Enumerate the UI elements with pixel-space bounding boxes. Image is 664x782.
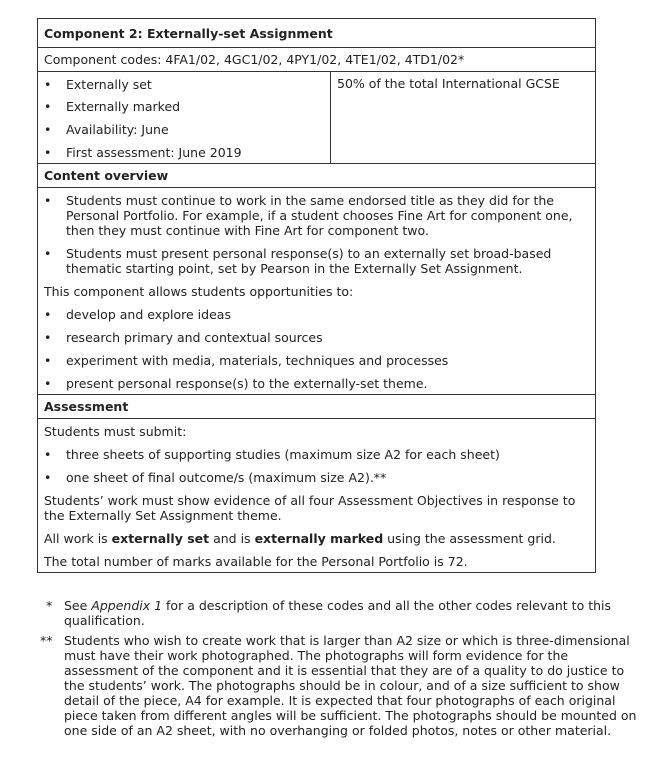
bullet-icon: • xyxy=(44,330,52,345)
list-item: • Students must continue to work in the same endorsed title as they did for the Personal Portfolio. For example, if a student chooses Fine Art for component one, then they must continue with Fine Art for component two. xyxy=(44,193,573,238)
bullet-icon: • xyxy=(44,145,52,160)
bullet-icon: • xyxy=(44,376,52,391)
total-marks-text: The total number of marks available for the Personal Portfolio is 72. xyxy=(44,554,468,569)
list-item: • Externally set xyxy=(44,77,152,92)
appendix-link[interactable]: Appendix 1 xyxy=(91,598,163,613)
list-item: • one sheet of final outcome/s (maximum size A2).** xyxy=(44,470,387,485)
list-item: • First assessment: June 2019 xyxy=(44,145,242,160)
list-item: • Students must present personal response(s) to an externally set broad-based thematic starting point, set by Pearson in the Externally Set Assignment. xyxy=(44,246,552,276)
bullet-icon: • xyxy=(44,122,52,137)
list-item: • research primary and contextual sources xyxy=(44,330,323,345)
features-row xyxy=(38,72,595,164)
bullet-icon: • xyxy=(44,193,52,208)
content-overview-body xyxy=(38,188,595,395)
features-list xyxy=(38,72,331,163)
assessment-body xyxy=(38,419,595,572)
weighting: 50% of the total International GCSE xyxy=(337,76,560,91)
submit-intro: Students must submit: xyxy=(44,424,187,439)
assessment-heading: Assessment xyxy=(38,395,595,419)
bullet-icon: • xyxy=(44,77,52,92)
footnote-marker: * xyxy=(46,598,53,613)
bullet-icon: • xyxy=(44,470,52,485)
bullet-icon: • xyxy=(44,99,52,114)
list-item: • develop and explore ideas xyxy=(44,307,231,322)
bullet-icon: • xyxy=(44,246,52,261)
bullet-icon: • xyxy=(44,353,52,368)
component-codes: Component codes: 4FA1/02, 4GC1/02, 4PY1/02, 4TE1/02, 4TD1/02* xyxy=(38,48,595,72)
bullet-icon: • xyxy=(44,307,52,322)
bullet-icon: • xyxy=(44,447,52,462)
footnote-marker: ** xyxy=(40,633,53,648)
list-item: • experiment with media, materials, techniques and processes xyxy=(44,353,449,368)
list-item: • present personal response(s) to the externally-set theme. xyxy=(44,376,428,391)
component-title: Component 2: Externally-set Assignment xyxy=(38,19,595,48)
footnote: * See Appendix 1 for a description of these codes and all the other codes relevant to this qualification. xyxy=(40,598,638,628)
marking-text: All work is externally set and is externally marked using the assessment grid. xyxy=(44,531,556,546)
opportunities-intro: This component allows students opportunities to: xyxy=(44,284,354,299)
list-item: • Availability: June xyxy=(44,122,169,137)
component-table xyxy=(37,18,596,573)
evidence-text: Students’ work must show evidence of all four Assessment Objectives in response to the Externally Set Assignment theme. xyxy=(44,493,576,523)
list-item: • three sheets of supporting studies (maximum size A2 for each sheet) xyxy=(44,447,500,462)
list-item: • Externally marked xyxy=(44,99,181,114)
footnotes xyxy=(40,598,638,743)
content-overview-heading: Content overview xyxy=(38,164,595,188)
footnote: ** Students who wish to create work that is larger than A2 size or which is three-dimensional must have their work photographed. The photographs will form evidence for the assessment of the component and it is essential that they are of a quality to do justice to the students’ work. The photographs should be in colour, and of a size sufficient to show detail of the piece, A4 for example. It is expected that four photographs of each original piece taken from different angles will be sufficient. The photographs should be mounted on one side of an A2 sheet, with no overhanging or folded photos, notes or other material. xyxy=(40,633,637,738)
